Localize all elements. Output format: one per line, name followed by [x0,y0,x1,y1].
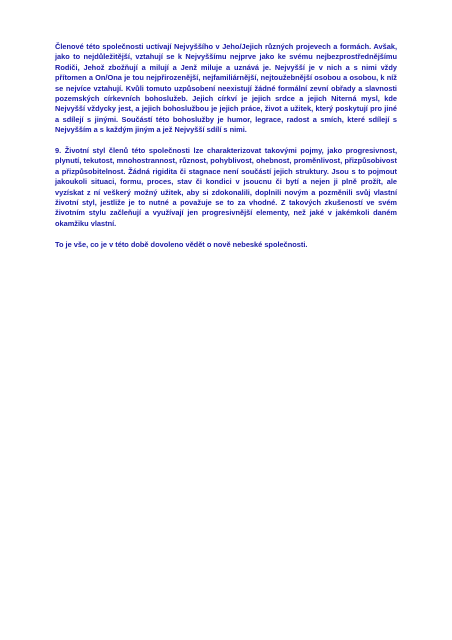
paragraph-worship: Členové této společnosti uctívají Nejvyššího v Jeho/Jejich různých projevech a formách. Avšak, jako to nejdůležitější, vztahují se k Nejvyššímu nejprve jako ke svému nejbezprostřednějšímu Rodiči, Jehož zbožňují a milují a Jenž miluje a uznává je. Nejvyšší je v nich a s nimi vždy přítomen a On/Ona je tou nejpřirozenější, nejfamiliárnější, nejtoužebnější osobou a osobou, k níž se nejvíce vztahují. Kvůli tomuto uzpůsobení neexistují žádné formální zevní obřady a slavnosti pozemských církevních bohoslužeb. Jejich církví je jejich srdce a jejich Niterná mysl, kde Nejvyšší vždycky jest, a jejich bohoslužbou je jejich práce, život a užitek, který poskytují pro jiné a sdílejí s jinými. Součástí této bohoslužby je humor, legrace, radost a smích, které sdílejí s Nejvyšším a s každým jiným a jež Nejvyšší sdílí s nimi. [55,42,397,135]
paragraph-lifestyle: 9. Životní styl členů této společnosti lze charakterizovat takovými pojmy, jako progresivnost, plynutí, tekutost, mnohostrannost, různost, pohyblivost, ohebnost, proměnlivost, přizpůsobivost a přizpůsobitelnost. Žádná rigidita či stagnace není součástí jejich struktury. Jsou s to pojmout jakoukoli situaci, formu, proces, stav či kondici v jsoucnu či bytí a nejen ji plně prožít, ale vyzískat z ní veškerý možný užitek, aby si zdokonalili, doplnili novým a pozměnili svůj vlastní životní styl, jestliže je to nutné a považuje se to za vhodné. Z takových zkušeností ve svém životním stylu začleňují a využívají jen progresivnější elementy, než jaké v jakémkoli daném okamžiku vlastní. [55,146,397,228]
paragraph-closing: To je vše, co je v této době dovoleno vědět o nově nebeské společnosti. [55,239,308,249]
document-body [55,42,397,260]
